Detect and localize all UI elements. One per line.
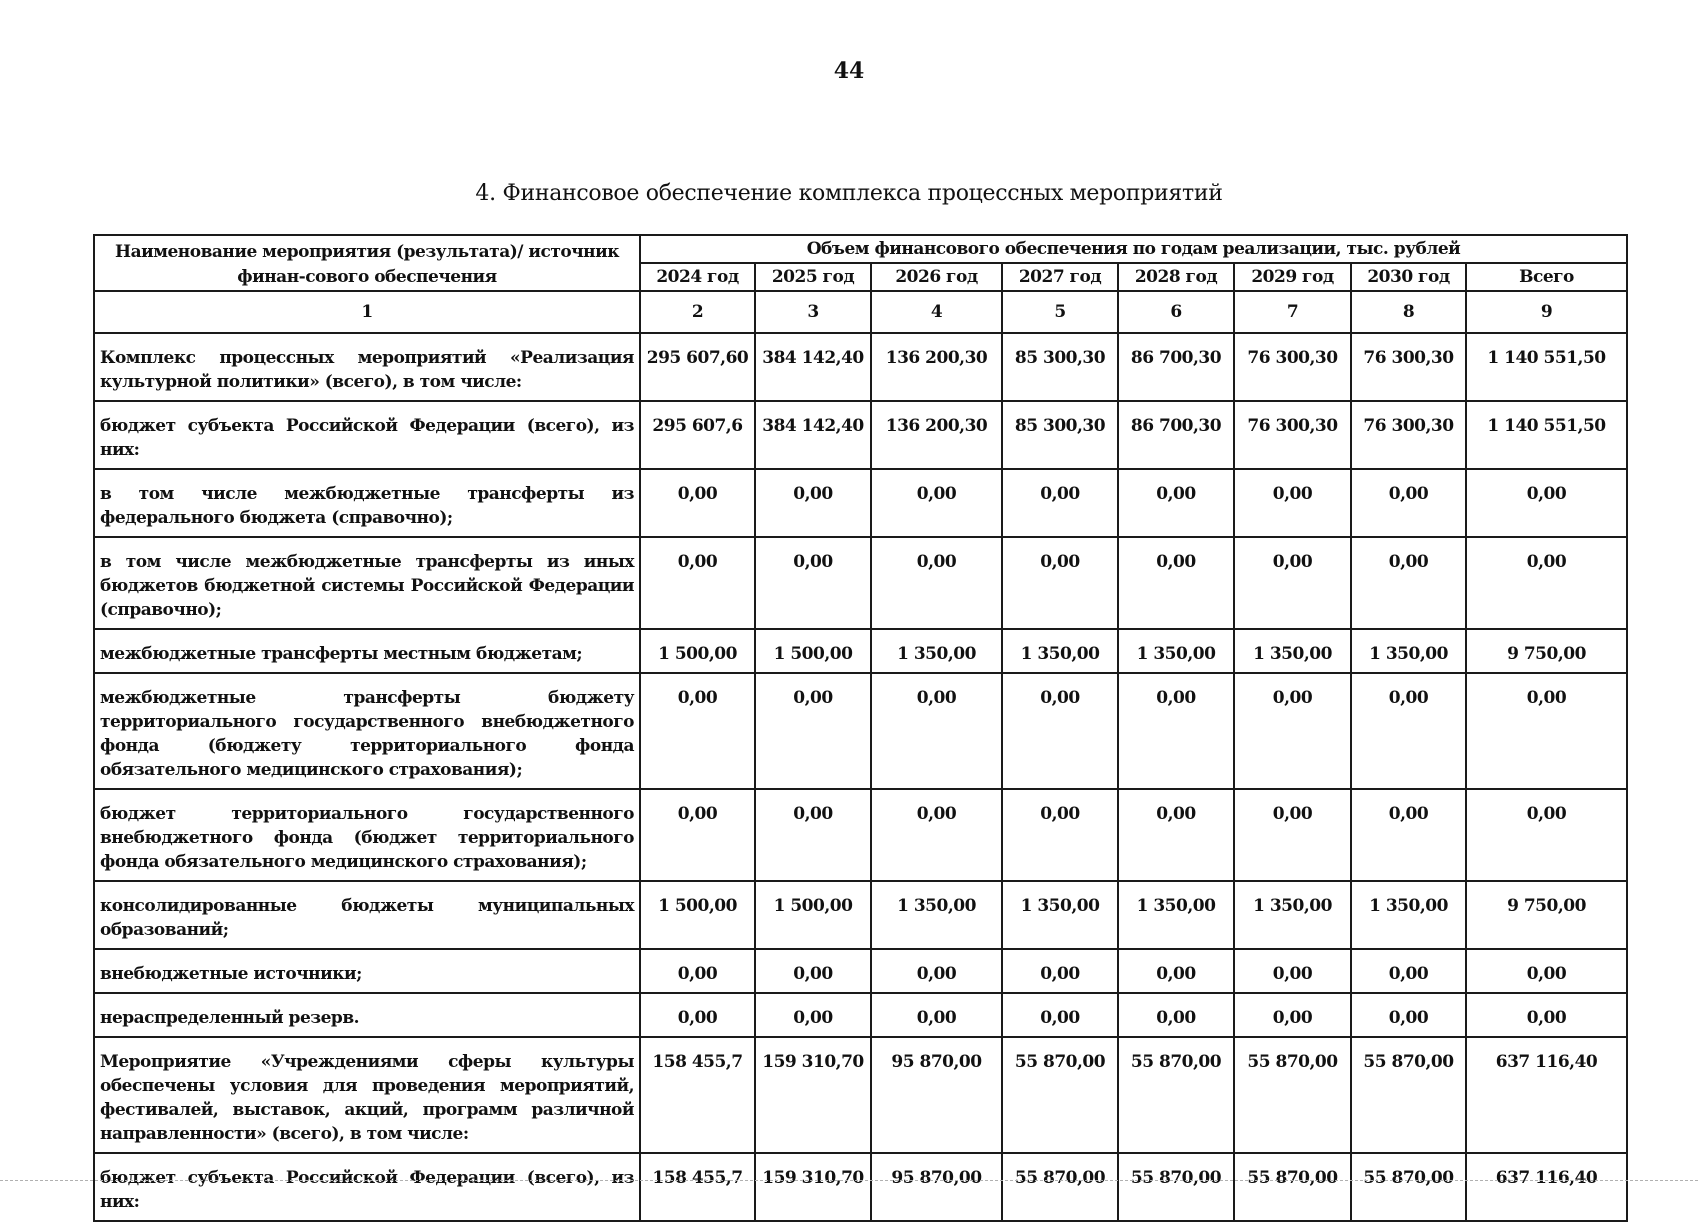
- cell-value: 637 116,40: [1466, 1037, 1627, 1153]
- section-title: 4. Финансовое обеспечение комплекса процессных мероприятий: [475, 181, 1223, 206]
- column-numbers-row: [94, 291, 1627, 333]
- page-number: 44: [833, 58, 865, 84]
- cell-value: 0,00: [755, 673, 871, 789]
- header-volume-cell: Объем финансового обеспечения по годам реализации, тыс. рублей: [640, 235, 1627, 263]
- column-number: 4: [871, 291, 1002, 333]
- cell-value: 55 870,00: [1002, 1153, 1118, 1221]
- column-number: 1: [94, 291, 640, 333]
- cell-value: 0,00: [871, 993, 1002, 1037]
- row-label: Мероприятие «Учреждениями сферы культуры обеспечены условия для проведения мероприятий, фестивалей, выставок, акций, программ различной направленности» (всего), в том числе:: [94, 1037, 640, 1153]
- cell-value: 76 300,30: [1351, 333, 1466, 401]
- financing-table: [93, 234, 1628, 1222]
- cell-value: 0,00: [1002, 673, 1118, 789]
- header-year-2029: 2029 год: [1234, 263, 1351, 291]
- cell-value: 1 500,00: [755, 881, 871, 949]
- table-row: [94, 401, 1627, 469]
- cell-value: 1 350,00: [871, 881, 1002, 949]
- header-total: Всего: [1466, 263, 1627, 291]
- row-label: бюджет территориального государственного внебюджетного фонда (бюджет территориального фонда обязательного медицинского страхования);: [94, 789, 640, 881]
- cell-value: 55 870,00: [1118, 1153, 1234, 1221]
- cell-value: 55 870,00: [1234, 1153, 1351, 1221]
- cell-value: 159 310,70: [755, 1037, 871, 1153]
- cell-value: 136 200,30: [871, 401, 1002, 469]
- cell-value: 384 142,40: [755, 401, 871, 469]
- cell-value: 0,00: [640, 993, 755, 1037]
- header-year-2024: 2024 год: [640, 263, 755, 291]
- header-year-2028: 2028 год: [1118, 263, 1234, 291]
- row-label: Комплекс процессных мероприятий «Реализация культурной политики» (всего), в том числе:: [94, 333, 640, 401]
- cell-value: 86 700,30: [1118, 401, 1234, 469]
- cell-value: 55 870,00: [1002, 1037, 1118, 1153]
- cell-value: 0,00: [1351, 993, 1466, 1037]
- cell-value: 0,00: [640, 789, 755, 881]
- table-row: [94, 629, 1627, 673]
- cell-value: 0,00: [1351, 789, 1466, 881]
- table-row: [94, 333, 1627, 401]
- cell-value: 0,00: [1002, 537, 1118, 629]
- column-number: 2: [640, 291, 755, 333]
- cell-value: 95 870,00: [871, 1153, 1002, 1221]
- row-label: консолидированные бюджеты муниципальных образований;: [94, 881, 640, 949]
- cell-value: 0,00: [871, 789, 1002, 881]
- cell-value: 0,00: [1466, 789, 1627, 881]
- column-number: 9: [1466, 291, 1627, 333]
- cell-value: 55 870,00: [1351, 1153, 1466, 1221]
- cell-value: 0,00: [1234, 789, 1351, 881]
- cell-value: 0,00: [1466, 993, 1627, 1037]
- header-year-2030: 2030 год: [1351, 263, 1466, 291]
- cell-value: 1 140 551,50: [1466, 401, 1627, 469]
- cell-value: 0,00: [1234, 673, 1351, 789]
- cell-value: 0,00: [871, 469, 1002, 537]
- cell-value: 0,00: [1466, 949, 1627, 993]
- cell-value: 1 500,00: [640, 881, 755, 949]
- row-label: в том числе межбюджетные трансферты из иных бюджетов бюджетной системы Российской Федерации (справочно);: [94, 537, 640, 629]
- cell-value: 1 350,00: [1234, 629, 1351, 673]
- row-label: внебюджетные источники;: [94, 949, 640, 993]
- cell-value: 0,00: [755, 993, 871, 1037]
- cell-value: 0,00: [1466, 673, 1627, 789]
- cell-value: 0,00: [871, 949, 1002, 993]
- cell-value: 0,00: [1002, 469, 1118, 537]
- cell-value: 1 350,00: [1118, 881, 1234, 949]
- table-row: [94, 1153, 1627, 1221]
- cell-value: 76 300,30: [1234, 333, 1351, 401]
- cell-value: 1 140 551,50: [1466, 333, 1627, 401]
- cell-value: 0,00: [1118, 949, 1234, 993]
- cell-value: 0,00: [1234, 949, 1351, 993]
- cell-value: 1 350,00: [1002, 629, 1118, 673]
- cell-value: 0,00: [1351, 673, 1466, 789]
- column-number: 7: [1234, 291, 1351, 333]
- cell-value: 0,00: [1002, 993, 1118, 1037]
- cell-value: 0,00: [1466, 469, 1627, 537]
- cell-value: 1 350,00: [1351, 881, 1466, 949]
- cell-value: 0,00: [1118, 537, 1234, 629]
- row-label: бюджет субъекта Российской Федерации (всего), из них:: [94, 401, 640, 469]
- table-row: [94, 537, 1627, 629]
- cell-value: 85 300,30: [1002, 333, 1118, 401]
- table-row: [94, 881, 1627, 949]
- cell-value: 0,00: [640, 673, 755, 789]
- table-row: [94, 673, 1627, 789]
- cell-value: 1 350,00: [1118, 629, 1234, 673]
- cell-value: 1 350,00: [871, 629, 1002, 673]
- cell-value: 158 455,7: [640, 1153, 755, 1221]
- cell-value: 0,00: [1351, 537, 1466, 629]
- cell-value: 1 350,00: [1351, 629, 1466, 673]
- cell-value: 9 750,00: [1466, 881, 1627, 949]
- cell-value: 0,00: [1234, 993, 1351, 1037]
- column-number: 6: [1118, 291, 1234, 333]
- cell-value: 0,00: [755, 949, 871, 993]
- cell-value: 0,00: [640, 469, 755, 537]
- cell-value: 295 607,6: [640, 401, 755, 469]
- column-number: 5: [1002, 291, 1118, 333]
- cell-value: 384 142,40: [755, 333, 871, 401]
- row-label: в том числе межбюджетные трансферты из федерального бюджета (справочно);: [94, 469, 640, 537]
- table-row: [94, 949, 1627, 993]
- header-year-2027: 2027 год: [1002, 263, 1118, 291]
- cell-value: 0,00: [755, 537, 871, 629]
- table-row: [94, 1037, 1627, 1153]
- row-label: межбюджетные трансферты местным бюджетам;: [94, 629, 640, 673]
- cell-value: 9 750,00: [1466, 629, 1627, 673]
- cell-value: 55 870,00: [1351, 1037, 1466, 1153]
- cell-value: 0,00: [1118, 469, 1234, 537]
- cell-value: 0,00: [1118, 789, 1234, 881]
- cell-value: 0,00: [871, 537, 1002, 629]
- cell-value: 55 870,00: [1118, 1037, 1234, 1153]
- cell-value: 76 300,30: [1234, 401, 1351, 469]
- cell-value: 0,00: [1234, 469, 1351, 537]
- cell-value: 86 700,30: [1118, 333, 1234, 401]
- cell-value: 0,00: [1234, 537, 1351, 629]
- cell-value: 0,00: [640, 537, 755, 629]
- column-number: 8: [1351, 291, 1466, 333]
- cell-value: 0,00: [1466, 537, 1627, 629]
- cell-value: 0,00: [1118, 993, 1234, 1037]
- header-year-2026: 2026 год: [871, 263, 1002, 291]
- table-row: [94, 789, 1627, 881]
- cell-value: 85 300,30: [1002, 401, 1118, 469]
- cell-value: 0,00: [871, 673, 1002, 789]
- cell-value: 136 200,30: [871, 333, 1002, 401]
- cell-value: 0,00: [755, 789, 871, 881]
- table-row: [94, 993, 1627, 1037]
- cell-value: 159 310,70: [755, 1153, 871, 1221]
- cell-value: 1 500,00: [755, 629, 871, 673]
- cell-value: 0,00: [755, 469, 871, 537]
- row-label: бюджет субъекта Российской Федерации (всего), из них:: [94, 1153, 640, 1221]
- cell-value: 1 500,00: [640, 629, 755, 673]
- scan-artifact-line: [0, 1180, 1698, 1185]
- cell-value: 158 455,7: [640, 1037, 755, 1153]
- cell-value: 1 350,00: [1002, 881, 1118, 949]
- cell-value: 637 116,40: [1466, 1153, 1627, 1221]
- cell-value: 0,00: [640, 949, 755, 993]
- table-row: [94, 469, 1627, 537]
- cell-value: 295 607,60: [640, 333, 755, 401]
- cell-value: 0,00: [1351, 469, 1466, 537]
- cell-value: 55 870,00: [1234, 1037, 1351, 1153]
- cell-value: 76 300,30: [1351, 401, 1466, 469]
- cell-value: 0,00: [1002, 949, 1118, 993]
- row-label: межбюджетные трансферты бюджету территориального государственного внебюджетного фонда (бюджету территориального фонда обязательного медицинского страхования);: [94, 673, 640, 789]
- header-name-cell: Наименование мероприятия (результата)/ источник финан-сового обеспечения: [94, 235, 640, 291]
- cell-value: 95 870,00: [871, 1037, 1002, 1153]
- cell-value: 1 350,00: [1234, 881, 1351, 949]
- cell-value: 0,00: [1118, 673, 1234, 789]
- row-label: нераспределенный резерв.: [94, 993, 640, 1037]
- column-number: 3: [755, 291, 871, 333]
- header-year-2025: 2025 год: [755, 263, 871, 291]
- cell-value: 0,00: [1002, 789, 1118, 881]
- cell-value: 0,00: [1351, 949, 1466, 993]
